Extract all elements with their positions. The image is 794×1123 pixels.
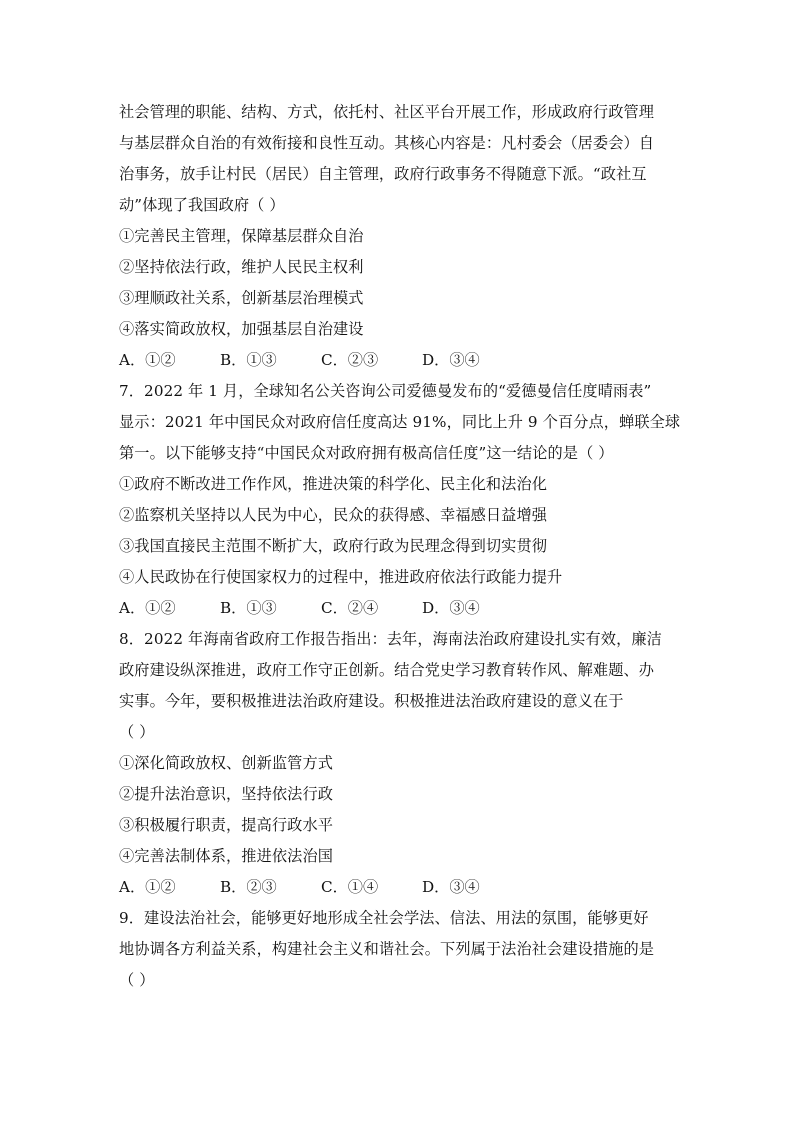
- answer-options: [119, 345, 681, 376]
- question-stem-line: 地协调各方利益关系，构建社会主义和谐社会。下列属于法治社会建设措施的是: [119, 940, 655, 958]
- option-c: C．②④: [321, 599, 379, 617]
- statement-item: ②提升法治意识，坚持依法行政: [119, 785, 334, 803]
- question-8: [119, 624, 681, 903]
- statement-item: ②坚持依法行政，维护人民民主权利: [119, 258, 364, 276]
- statement-item: ③我国直接民主范围不断扩大，政府行政为民理念得到切实贯彻: [119, 537, 548, 555]
- option-a: A．①②: [119, 878, 176, 896]
- statement-item: ④人民政协在行使国家权力的过程中，推进政府依法行政能力提升: [119, 568, 563, 586]
- option-b: B．①③: [220, 351, 277, 369]
- question-stem-line: 政府建设纵深推进，政府工作守正创新。结合党史学习教育转作风、解难题、办: [119, 661, 655, 679]
- statement-item: ③理顺政社关系，创新基层治理模式: [119, 289, 364, 307]
- question-stem-line: 7．2022 年 1 月，全球知名公关咨询公司爱德曼发布的“爱德曼信任度晴雨表”: [119, 382, 652, 400]
- option-c: C．②③: [321, 351, 379, 369]
- statement-item: ①深化简政放权、创新监管方式: [119, 754, 334, 772]
- question-6: [119, 97, 681, 376]
- option-b: B．②③: [220, 878, 277, 896]
- option-a: A．①②: [119, 351, 176, 369]
- question-9: [119, 903, 681, 996]
- answer-options: [119, 593, 681, 624]
- answer-blank: （ ）: [119, 971, 155, 989]
- option-d: D．③④: [422, 878, 480, 896]
- answer-blank: （ ）: [119, 723, 155, 741]
- statement-item: ③积极履行职责，提高行政水平: [119, 816, 334, 834]
- question-stem-line: 9．建设法治社会，能够更好地形成全社会学法、信法、用法的氛围，能够更好: [119, 909, 649, 927]
- exam-page: [119, 97, 681, 996]
- statement-item: ④完善法制体系，推进依法治国: [119, 847, 334, 865]
- question-stem-line: 动”体现了我国政府（ ）: [119, 196, 285, 214]
- question-stem-line: 实事。今年，要积极推进法治政府建设。积极推进法治政府建设的意义在于: [119, 692, 624, 710]
- option-a: A．①②: [119, 599, 176, 617]
- question-stem-line: 显示：2021 年中国民众对政府信任度高达 91%，同比上升 9 个百分点，蝉联全球: [119, 413, 681, 431]
- statement-item: ①政府不断改进工作作风，推进决策的科学化、民主化和法治化: [119, 475, 548, 493]
- question-7: [119, 376, 681, 624]
- question-stem-line: 第一。以下能够支持“中国民众对政府拥有极高信任度”这一结论的是（ ）: [119, 444, 614, 462]
- option-d: D．③④: [422, 351, 480, 369]
- question-stem-line: 与基层群众自治的有效衔接和良性互动。其核心内容是：凡村委会（居委会）自: [119, 134, 655, 152]
- statement-item: ②监察机关坚持以人民为中心，民众的获得感、幸福感日益增强: [119, 506, 548, 524]
- answer-options: [119, 872, 681, 903]
- question-stem-line: 治事务，放手让村民（居民）自主管理，政府行政事务不得随意下派。“政社互: [119, 165, 647, 183]
- option-c: C．①④: [321, 878, 379, 896]
- question-stem-line: 8．2022 年海南省政府工作报告指出：去年，海南法治政府建设扎实有效，廉洁: [119, 630, 662, 648]
- statement-item: ④落实简政放权，加强基层自治建设: [119, 320, 364, 338]
- option-d: D．③④: [422, 599, 480, 617]
- question-stem-line: 社会管理的职能、结构、方式，依托村、社区平台开展工作，形成政府行政管理: [119, 103, 655, 121]
- option-b: B．①③: [220, 599, 277, 617]
- statement-item: ①完善民主管理，保障基层群众自治: [119, 227, 364, 245]
